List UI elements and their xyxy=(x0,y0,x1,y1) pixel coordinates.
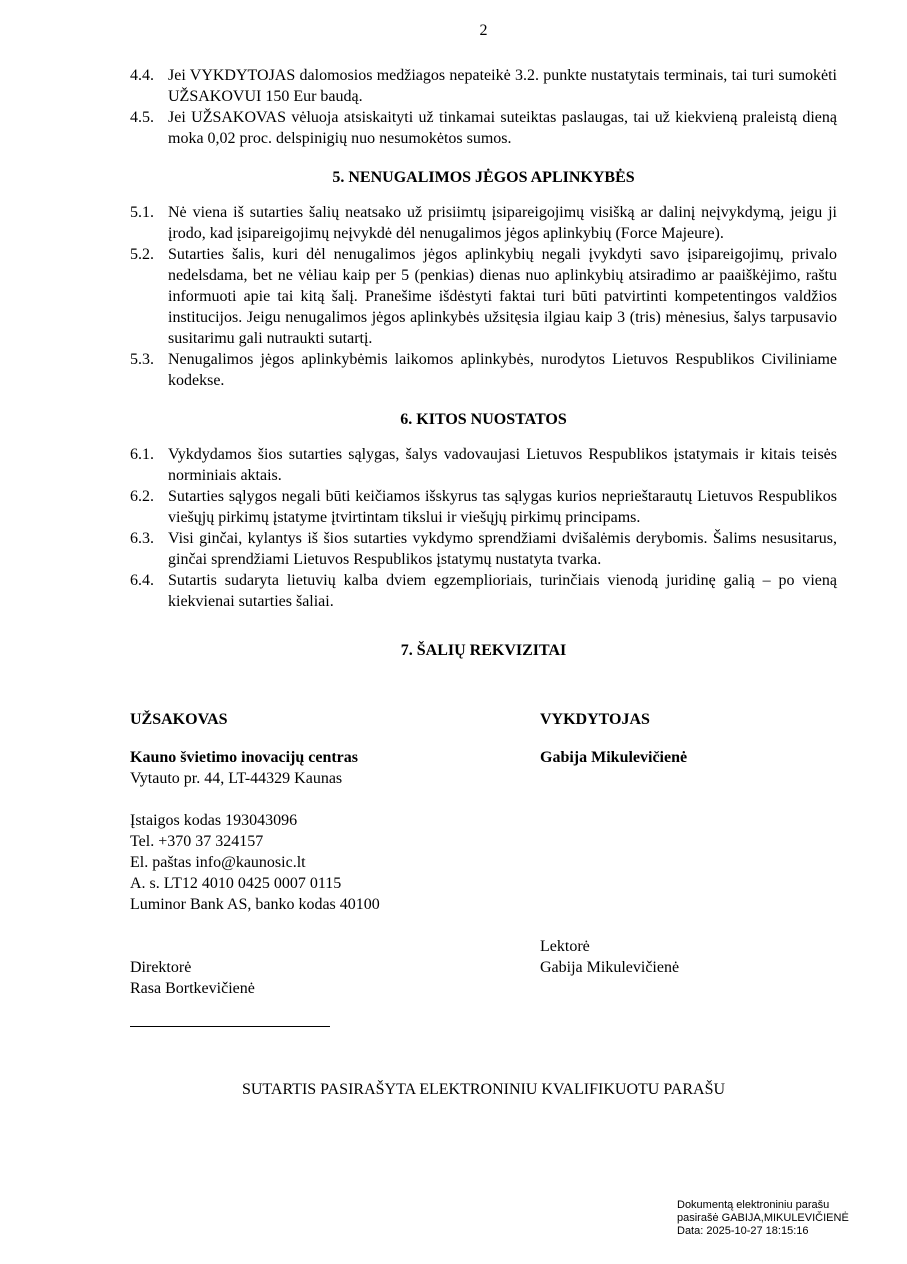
stamp-line-3: Data: 2025-10-27 18:15:16 xyxy=(677,1225,809,1237)
signature-statement: SUTARTIS PASIRAŠYTA ELEKTRONINIU KVALIFIKUOTU PARAŠU xyxy=(241,1081,726,1098)
clause-number: 6.4. xyxy=(130,572,154,589)
section-5-clauses xyxy=(130,202,837,391)
parties-section xyxy=(130,709,837,1027)
party-address: Vytauto pr. 44, LT-44329 Kaunas xyxy=(130,770,343,787)
clause-6-1 xyxy=(130,444,837,486)
clause-text: Nė viena iš sutarties šalių neatsako už prisiimtų įsipareigojimų visišką ar dalinį neįvykdymą, jeigu ji įrodo, kad įsipareigojimų neįvykdė dėl nenugalimos jėgos aplinkybių (Force Majeure). xyxy=(168,204,837,242)
clause-6-2 xyxy=(130,486,837,528)
clause-text: Sutarties šalis, kuri dėl nenugalimos jėgos aplinkybių negali įvykdyti savo įsipareigojimų, privalo nedelsdama, bet ne vėliau kaip per 5 (penkias) dienas nuo aplinkybių atsiradimo ar paaiškėjimo, raštu informuoti apie tai kitą šalį. Pranešime išdėstyti faktai turi būti patvirtinti kompetentingos valdžios institucijos. Jeigu nenugalimos jėgos aplinkybės užsitęsia ilgiau kaip 3 (tris) mėnesius, šalys tarpusavio susitarimu gali nutraukti sutartį. xyxy=(168,246,837,347)
party-label: VYKDYTOJAS xyxy=(540,711,650,728)
stamp-line-2: pasirašė GABIJA,MIKULEVIČIENĖ xyxy=(677,1212,849,1224)
clause-text: Nenugalimos jėgos aplinkybėmis laikomos aplinkybės, nurodytos Lietuvos Respublikos Civiliniame kodekse. xyxy=(168,351,837,389)
clause-5-1 xyxy=(130,202,837,244)
clause-4-5 xyxy=(130,107,837,149)
clause-number: 6.3. xyxy=(130,530,154,547)
stamp-line-1: Dokumentą elektroniniu parašu xyxy=(677,1199,830,1211)
party-role: Lektorė xyxy=(540,938,590,955)
page-number: 2 xyxy=(479,22,488,39)
clause-text: Jei UŽSAKOVAS vėluoja atsiskaityti už tinkamai suteiktas paslaugas, tai už kiekvieną praleistą dieną moka 0,02 proc. delspinigių nuo nesumokėtos sumos. xyxy=(168,109,837,147)
clause-6-3 xyxy=(130,528,837,570)
clause-4-4 xyxy=(130,65,837,107)
e-signature-stamp xyxy=(677,1199,849,1238)
detail-bank: Luminor Bank AS, banko kodas 40100 xyxy=(130,896,380,913)
clause-5-2 xyxy=(130,244,837,349)
party-details xyxy=(130,810,540,915)
section-6-clauses xyxy=(130,444,837,612)
detail-phone: Tel. +370 37 324157 xyxy=(130,833,264,850)
detail-account: A. s. LT12 4010 0425 0007 0115 xyxy=(130,875,342,892)
clause-number: 4.4. xyxy=(130,67,154,84)
clause-number: 6.1. xyxy=(130,446,154,463)
clause-number: 4.5. xyxy=(130,109,154,126)
detail-email: El. paštas info@kaunosic.lt xyxy=(130,854,306,871)
party-vykdytojas xyxy=(540,709,837,1027)
clause-text: Visi ginčai, kylantys iš šios sutarties vykdymo sprendžiami dvišalėmis derybomis. Šalims nesusitarus, ginčai sprendžiami Lietuvos Respublikos įstatymų nustatyta tvarka. xyxy=(168,530,837,568)
signature-line xyxy=(130,1026,330,1027)
party-name: Kauno švietimo inovacijų centras xyxy=(130,749,358,766)
detail-company-code: Įstaigos kodas 193043096 xyxy=(130,812,298,829)
party-signer: Rasa Bortkevičienė xyxy=(130,980,255,997)
section-7-heading: 7. ŠALIŲ REKVIZITAI xyxy=(400,642,567,659)
party-role: Direktorė xyxy=(130,959,192,976)
clause-number: 5.3. xyxy=(130,351,154,368)
clause-6-4 xyxy=(130,570,837,612)
clause-number: 5.1. xyxy=(130,204,154,221)
party-signer: Gabija Mikulevičienė xyxy=(540,959,680,976)
party-name: Gabija Mikulevičienė xyxy=(540,749,688,766)
party-uzsakovas xyxy=(130,709,540,1027)
clause-text: Jei VYKDYTOJAS dalomosios medžiagos nepateikė 3.2. punkte nustatytais terminais, tai turi sumokėti UŽSAKOVUI 150 Eur baudą. xyxy=(168,67,837,105)
section-4-clauses xyxy=(130,65,837,149)
clause-5-3 xyxy=(130,349,837,391)
clause-text: Sutartis sudaryta lietuvių kalba dviem egzemplioriais, turinčiais vienodą juridinę galią – po vieną kiekvienai sutarties šaliai. xyxy=(168,572,837,610)
clause-number: 6.2. xyxy=(130,488,154,505)
section-5-heading: 5. NENUGALIMOS JĖGOS APLINKYBĖS xyxy=(332,169,635,186)
party-label: UŽSAKOVAS xyxy=(130,711,228,728)
clause-text: Sutarties sąlygos negali būti keičiamos išskyrus tas sąlygas kurios neprieštarautų Lietuvos Respublikos viešųjų pirkimų įstatyme įtvirtintam tikslui ir viešųjų pirkimų principams. xyxy=(168,488,837,526)
clause-text: Vykdydamos šios sutarties sąlygas, šalys vadovaujasi Lietuvos Respublikos įstatymais ir kitais teisės norminiais aktais. xyxy=(168,446,837,484)
clause-number: 5.2. xyxy=(130,246,154,263)
section-6-heading: 6. KITOS NUOSTATOS xyxy=(400,411,567,428)
